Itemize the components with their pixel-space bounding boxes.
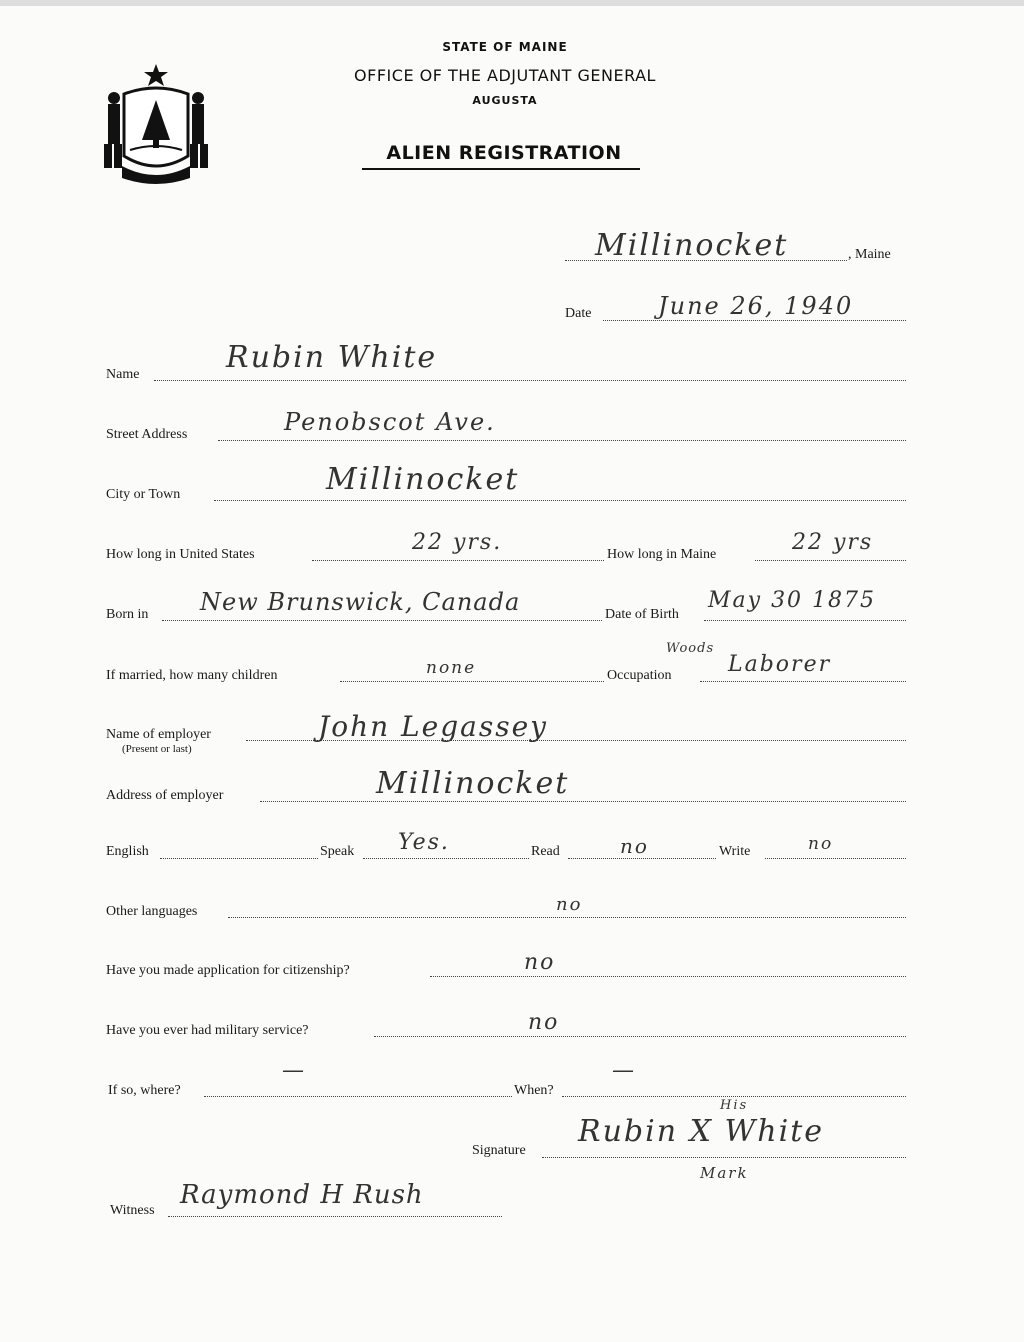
witness-value: Raymond H Rush	[180, 1180, 424, 1210]
employer-address-dots	[260, 801, 906, 802]
born-value: New Brunswick, Canada	[200, 588, 521, 616]
signature-his: His	[720, 1098, 749, 1113]
place-suffix: , Maine	[848, 247, 891, 262]
citizenship-label: Have you made application for citizenship?	[106, 963, 350, 978]
in-maine-label: How long in Maine	[607, 547, 717, 562]
where-value: —	[282, 1058, 304, 1083]
occupation-value: Laborer	[728, 652, 832, 677]
employer-sublabel: (Present or last)	[122, 743, 192, 755]
english-dots	[160, 858, 318, 859]
born-dots	[162, 620, 602, 621]
in-maine-value: 22 yrs	[792, 530, 874, 555]
when-label: When?	[514, 1083, 554, 1098]
in-maine-dots	[755, 560, 906, 561]
military-dots	[374, 1036, 906, 1037]
write-label: Write	[719, 844, 751, 859]
witness-dots	[168, 1216, 502, 1217]
children-dots	[340, 681, 604, 682]
street-value: Penobscot Ave.	[284, 408, 496, 436]
when-value: —	[612, 1058, 634, 1083]
in-us-value: 22 yrs.	[412, 530, 503, 555]
in-us-dots	[312, 560, 604, 561]
maine-seal-icon	[100, 60, 212, 184]
city-heading: AUGUSTA	[472, 94, 538, 107]
state-heading: STATE OF MAINE	[442, 40, 568, 54]
signature-mark: Mark	[700, 1164, 749, 1182]
born-label: Born in	[106, 607, 149, 622]
city-value: Millinocket	[326, 462, 520, 497]
name-dots	[154, 380, 906, 381]
children-value: none	[426, 658, 477, 678]
employer-label: Name of employer	[106, 727, 211, 742]
other-languages-label: Other languages	[106, 904, 198, 919]
witness-label: Witness	[110, 1203, 155, 1218]
when-dots	[562, 1096, 906, 1097]
where-dots	[204, 1096, 512, 1097]
citizenship-value: no	[524, 950, 556, 975]
english-label: English	[106, 844, 149, 859]
signature-dots	[542, 1157, 906, 1158]
citizenship-dots	[430, 976, 906, 977]
employer-address-value: Millinocket	[376, 766, 570, 801]
read-label: Read	[531, 844, 560, 859]
office-heading: OFFICE OF THE ADJUTANT GENERAL	[354, 66, 656, 85]
occupation-woods: Woods	[666, 641, 715, 656]
in-us-label: How long in United States	[106, 547, 255, 562]
dob-value: May 30 1875	[708, 588, 877, 613]
military-value: no	[528, 1010, 560, 1035]
occupation-dots	[700, 681, 906, 682]
employer-value: John Legassey	[318, 710, 548, 743]
street-dots	[218, 440, 906, 441]
date-label: Date	[565, 306, 592, 321]
write-dots	[765, 858, 906, 859]
name-label: Name	[106, 367, 140, 382]
speak-label: Speak	[320, 844, 355, 859]
place-value: Millinocket	[595, 228, 789, 263]
speak-dots	[363, 858, 529, 859]
signature-label: Signature	[472, 1143, 526, 1158]
military-label: Have you ever had military service?	[106, 1023, 309, 1038]
scan-edge	[0, 0, 1024, 6]
date-value: June 26, 1940	[658, 292, 854, 320]
dob-dots	[704, 620, 906, 621]
read-value: no	[620, 834, 649, 858]
children-label: If married, how many children	[106, 668, 278, 683]
speak-value: Yes.	[398, 830, 450, 855]
employer-address-label: Address of employer	[106, 788, 224, 803]
where-label: If so, where?	[108, 1083, 181, 1098]
city-label: City or Town	[106, 487, 181, 502]
occupation-label: Occupation	[607, 668, 672, 683]
name-value: Rubin White	[226, 340, 438, 375]
street-label: Street Address	[106, 427, 188, 442]
dob-label: Date of Birth	[605, 607, 679, 622]
title-underline	[362, 168, 640, 170]
date-dots	[603, 320, 906, 321]
other-languages-dots	[228, 917, 906, 918]
form-title: ALIEN REGISTRATION	[386, 142, 622, 164]
other-languages-value: no	[556, 894, 583, 915]
signature-value: Rubin X White	[578, 1114, 825, 1149]
read-dots	[568, 858, 716, 859]
city-dots	[214, 500, 906, 501]
write-value: no	[808, 834, 834, 854]
